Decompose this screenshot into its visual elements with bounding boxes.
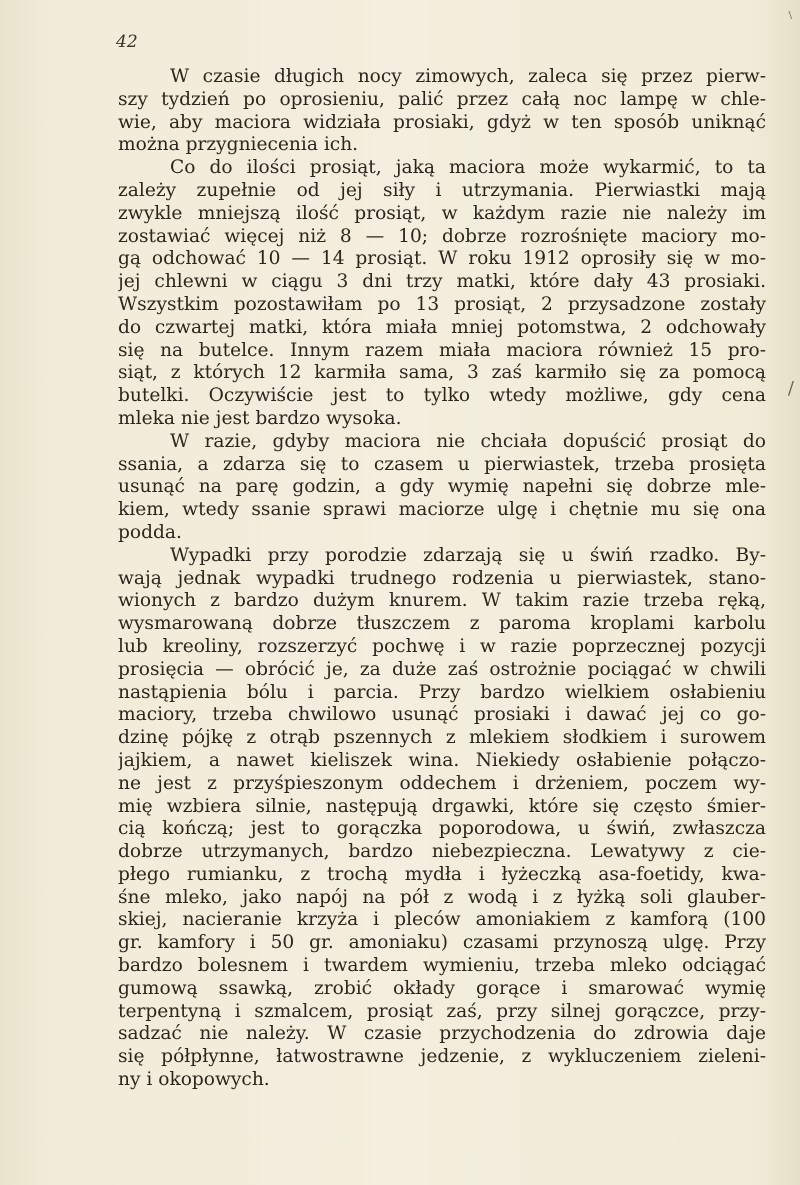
text-line: sadzać nie należy. W czasie przychodzenia do zdrowia daje [118, 1023, 766, 1045]
text-line: jej chlewni w ciągu 3 dni trzy matki, które dały 43 prosiaki. [118, 271, 766, 293]
text-line: mleka nie jest bardzo wysoka. [118, 407, 402, 429]
text-line: Wypadki przy porodzie zdarzają się u świń rzadko. By- [170, 544, 766, 566]
text-line: do czwartej matki, która miała mniej potomstwa, 2 odchowały [118, 316, 766, 338]
body-text [118, 66, 766, 1092]
text-line: Wszystkim pozostawiłam po 13 prosiąt, 2 przysadzone zostały [118, 293, 766, 315]
margin-mark: / [787, 378, 794, 399]
text-line: Co do ilości prosiąt, jaką maciora może wykarmić, to ta [170, 157, 766, 179]
text-line: siąt, z których 12 karmiła sama, 3 zaś karmiło się za pomocą [118, 362, 766, 384]
text-line: zostawiać więcej niż 8 — 10; dobrze rozrośnięte maciory mo- [118, 225, 766, 247]
paragraph [118, 66, 766, 157]
text-line: zwykle mniejszą ilość prosiąt, w każdym razie nie należy im [118, 202, 766, 224]
page-number: 42 [116, 32, 138, 52]
text-line: bardzo bolesnem i twardem wymieniu, trzeba mleko odciągać [118, 955, 766, 977]
text-line: można przygniecenia ich. [118, 134, 359, 156]
text-line: szy tydzień po oprosieniu, palić przez całą noc lampę w chle- [118, 88, 766, 110]
text-line: prosięcia — obrócić je, za duże zaś ostrożnie pociągać w chwili [118, 658, 766, 680]
text-line: dzinę pójkę z otrąb pszennych z mlekiem słodkiem i surowem [118, 727, 766, 749]
text-line: ne jest z przyśpieszonym oddechem i drżeniem, poczem wy- [118, 772, 766, 794]
text-line: maciory, trzeba chwilowo usunąć prosiaki i dawać jej co go- [118, 704, 766, 726]
edge-mark: \ [788, 10, 792, 21]
text-line: gumową ssawką, zrobić okłady gorące i smarować wymię [118, 977, 766, 999]
text-line: się na butelce. Innym razem miała maciora również 15 pro- [118, 339, 766, 361]
text-line: płego rumianku, z trochą mydła i łyżeczką asa-foetidy, kwa- [118, 863, 766, 885]
text-line: śne mleko, jako napój na pół z wodą i z łyżką soli glauber- [118, 886, 766, 908]
text-line: usunąć na parę godzin, a gdy wymię napełni się dobrze mle- [118, 476, 766, 498]
text-line: ssania, a zdarza się to czasem u pierwiastek, trzeba prosięta [118, 453, 766, 475]
text-line: wie, aby maciora widziała prosiaki, gdyż w ten sposób uniknąć [118, 111, 766, 133]
paragraph [118, 431, 766, 545]
text-line: podda. [118, 521, 182, 543]
text-line: ny i okopowych. [118, 1069, 270, 1091]
paragraph [118, 545, 766, 1092]
text-line: dobrze utrzymanych, bardzo niebezpieczna. Lewatywy z cie- [118, 841, 766, 863]
text-line: W czasie długich nocy zimowych, zaleca się przez pierw- [170, 66, 766, 87]
text-line: jajkiem, a nawet kieliszek wina. Niekiedy osłabienie połączo- [118, 749, 766, 771]
text-line: zależy zupełnie od jej siły i utrzymania. Pierwiastki mają [118, 179, 766, 201]
text-line: gą odchować 10 — 14 prosiąt. W roku 1912 oprosiły się w mo- [118, 248, 766, 270]
text-line: terpentyną i szmalcem, prosiąt zaś, przy silnej gorączce, przy- [118, 1000, 766, 1022]
text-line: gr. kamfory i 50 gr. amoniaku) czasami przynoszą ulgę. Przy [118, 932, 766, 954]
text-line: cią kończą; jest to gorączka poporodowa, u świń, zwłaszcza [118, 818, 766, 840]
text-line: się półpłynne, łatwostrawne jedzenie, z wykluczeniem zieleni- [118, 1046, 766, 1068]
text-line: kiem, wtedy ssanie sprawi maciorze ulgę i chętnie mu się ona [118, 499, 766, 521]
text-line: wionych z bardzo dużym knurem. W takim razie trzeba ręką, [118, 590, 766, 612]
text-line: skiej, nacieranie krzyża i pleców amoniakiem z kamforą (100 [118, 909, 766, 931]
text-line: butelki. Oczywiście jest to tylko wtedy możliwe, gdy cena [118, 385, 766, 407]
text-line: nastąpienia bólu i parcia. Przy bardzo wielkiem osłabieniu [118, 681, 766, 703]
text-line: lub kreoliny, rozszerzyć pochwę i w razie poprzecznej pozycji [118, 635, 766, 657]
text-line: W razie, gdyby maciora nie chciała dopuścić prosiąt do [170, 430, 766, 452]
paragraph [118, 157, 766, 431]
text-line: wysmarowaną dobrze tłuszczem z paroma kroplami karbolu [118, 613, 766, 635]
text-line: wają jednak wypadki trudnego rodzenia u pierwiastek, stano- [118, 567, 766, 589]
text-line: mię wzbiera silnie, następują drgawki, które się często śmier- [118, 795, 766, 817]
